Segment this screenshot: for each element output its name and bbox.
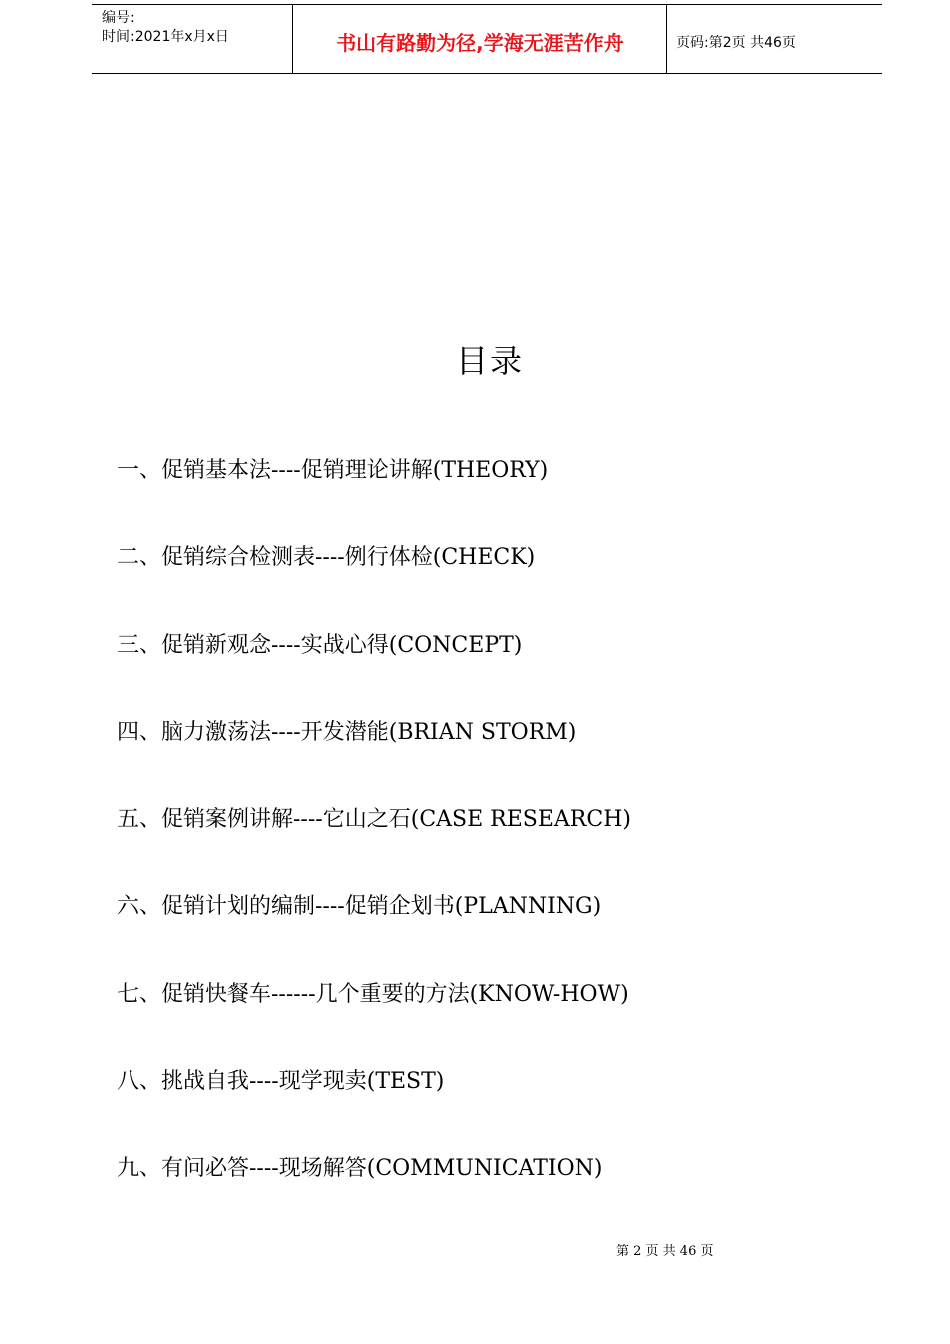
toc-item: 六、促销计划的编制----促销企划书(PLANNING) bbox=[117, 894, 602, 920]
page-header bbox=[92, 4, 882, 74]
toc-item: 九、有问必答----现场解答(COMMUNICATION) bbox=[117, 1156, 603, 1182]
header-meta bbox=[102, 9, 229, 47]
header-divider-left bbox=[292, 5, 293, 73]
header-page-info: 页码:第2页 共46页 bbox=[676, 35, 796, 51]
number-label: 编号: bbox=[102, 10, 135, 26]
toc-item: 七、促销快餐车------几个重要的方法(KNOW-HOW) bbox=[117, 981, 629, 1007]
toc-item: 五、促销案例讲解----它山之石(CASE RESEARCH) bbox=[117, 807, 631, 833]
footer-page-label: 第 2 页 共 46 页 bbox=[616, 1244, 714, 1259]
toc-item: 三、促销新观念----实战心得(CONCEPT) bbox=[117, 632, 523, 658]
header-divider-right bbox=[666, 5, 667, 73]
toc-item: 四、脑力激荡法----开发潜能(BRIAN STORM) bbox=[117, 719, 577, 745]
document-title: 目录 bbox=[455, 342, 524, 380]
header-motto: 书山有路勤为径,学海无涯苦作舟 bbox=[336, 31, 624, 55]
date-line: 时间:2021年x月x日 bbox=[102, 29, 229, 45]
table-of-contents bbox=[117, 455, 631, 1241]
toc-item: 八、挑战自我----现学现卖(TEST) bbox=[117, 1069, 445, 1095]
toc-item: 二、促销综合检测表----例行体检(CHECK) bbox=[117, 545, 536, 571]
toc-item: 一、促销基本法----促销理论讲解(THEORY) bbox=[117, 458, 549, 483]
